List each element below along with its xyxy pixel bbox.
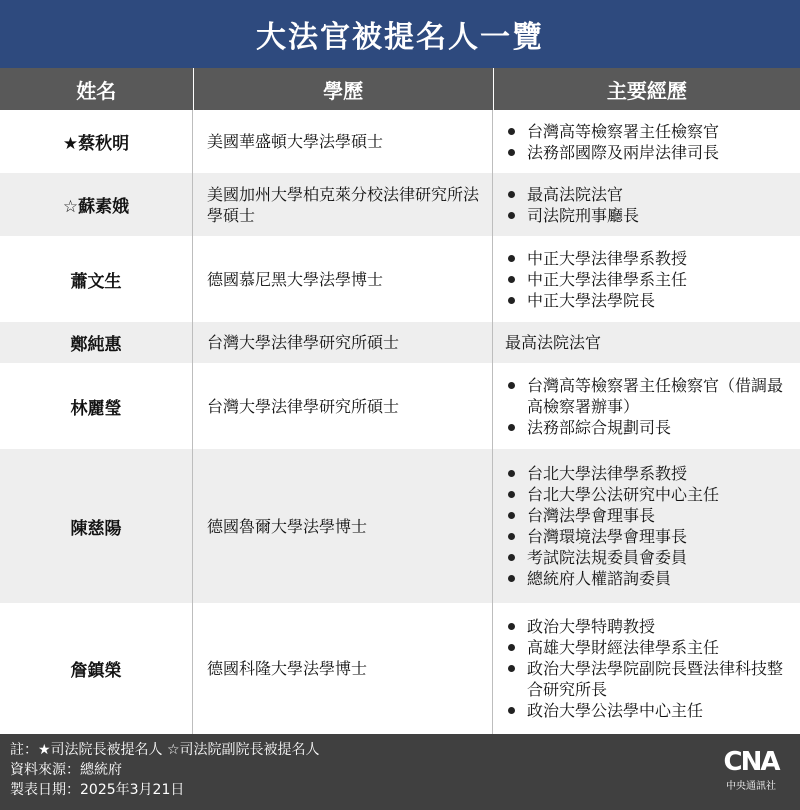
nominee-name: 蕭文生	[0, 236, 193, 322]
list-item: 台灣環境法學會理事長	[505, 526, 792, 547]
nominee-name: 林麗瑩	[0, 363, 193, 449]
education-cell: 台灣大學法律學研究所碩士	[193, 322, 493, 363]
list-item: 最高法院法官	[505, 184, 792, 205]
list-item: 台北大學公法研究中心主任	[505, 484, 792, 505]
table-row	[0, 173, 800, 236]
list-item: 台北大學法律學系教授	[505, 463, 792, 484]
list-item: 台灣高等檢察署主任檢察官（借調最高檢察署辦事）	[505, 375, 792, 417]
table-row	[0, 322, 800, 363]
nominee-name: 陳慈陽	[0, 449, 193, 603]
logo-mark: CNA	[723, 747, 779, 777]
education-cell: 德國魯爾大學法學博士	[193, 449, 493, 603]
source-note: 資料來源：總統府	[10, 762, 122, 778]
footer-notes	[10, 740, 320, 800]
list-item: 司法院刑事廳長	[505, 205, 792, 226]
experience-cell	[493, 110, 800, 173]
education-cell: 美國華盛頓大學法學碩士	[193, 110, 493, 173]
header-name: 姓名	[0, 68, 194, 110]
education-cell: 德國科隆大學法學博士	[193, 603, 493, 734]
table-header	[0, 68, 800, 110]
experience-text: 最高法院法官	[505, 333, 602, 352]
nominee-name: 詹鎮榮	[0, 603, 193, 734]
title-bar	[0, 0, 800, 68]
legend-note: 註：★司法院長被提名人 ☆司法院副院長被提名人	[10, 742, 320, 758]
page-title: 大法官被提名人一覽	[256, 20, 544, 55]
experience-cell	[493, 449, 800, 603]
logo-text: 中央通訊社	[726, 781, 776, 792]
list-item: 高雄大學財經法律學系主任	[505, 637, 792, 658]
table-row	[0, 603, 800, 734]
experience-cell	[493, 603, 800, 734]
education-cell: 德國慕尼黑大學法學博士	[193, 236, 493, 322]
table-row	[0, 110, 800, 173]
table-row	[0, 236, 800, 322]
list-item: 中正大學法律學系主任	[505, 269, 792, 290]
list-item: 政治大學特聘教授	[505, 616, 792, 637]
cna-logo-icon	[716, 744, 786, 804]
list-item: 台灣高等檢察署主任檢察官	[505, 121, 792, 142]
education-cell: 台灣大學法律學研究所碩士	[193, 363, 493, 449]
list-item: 考試院法規委員會委員	[505, 547, 792, 568]
nominee-name: ☆蘇素娥	[0, 173, 193, 236]
experience-cell	[493, 236, 800, 322]
table-row	[0, 449, 800, 603]
nominee-name: 鄭純惠	[0, 322, 193, 363]
table-row	[0, 363, 800, 449]
header-experience: 主要經歷	[606, 78, 687, 103]
table-body	[0, 110, 800, 734]
nominee-name: ★蔡秋明	[0, 110, 193, 173]
list-item: 法務部國際及兩岸法律司長	[505, 142, 792, 163]
date-note: 製表日期：2025年3月21日	[10, 782, 185, 798]
education-cell: 美國加州大學柏克萊分校法律研究所法學碩士	[193, 173, 493, 236]
experience-cell	[493, 173, 800, 236]
list-item: 法務部綜合規劃司長	[505, 417, 792, 438]
list-item: 中正大學法律學系教授	[505, 248, 792, 269]
experience-cell	[493, 363, 800, 449]
list-item: 台灣法學會理事長	[505, 505, 792, 526]
list-item: 政治大學法學院副院長暨法律科技整合研究所長	[505, 658, 792, 700]
list-item: 政治大學公法學中心主任	[505, 700, 792, 721]
experience-cell	[493, 322, 800, 363]
list-item: 中正大學法學院長	[505, 290, 792, 311]
footer	[0, 734, 800, 810]
header-education: 學歷	[194, 68, 494, 110]
list-item: 總統府人權諮詢委員	[505, 568, 792, 589]
